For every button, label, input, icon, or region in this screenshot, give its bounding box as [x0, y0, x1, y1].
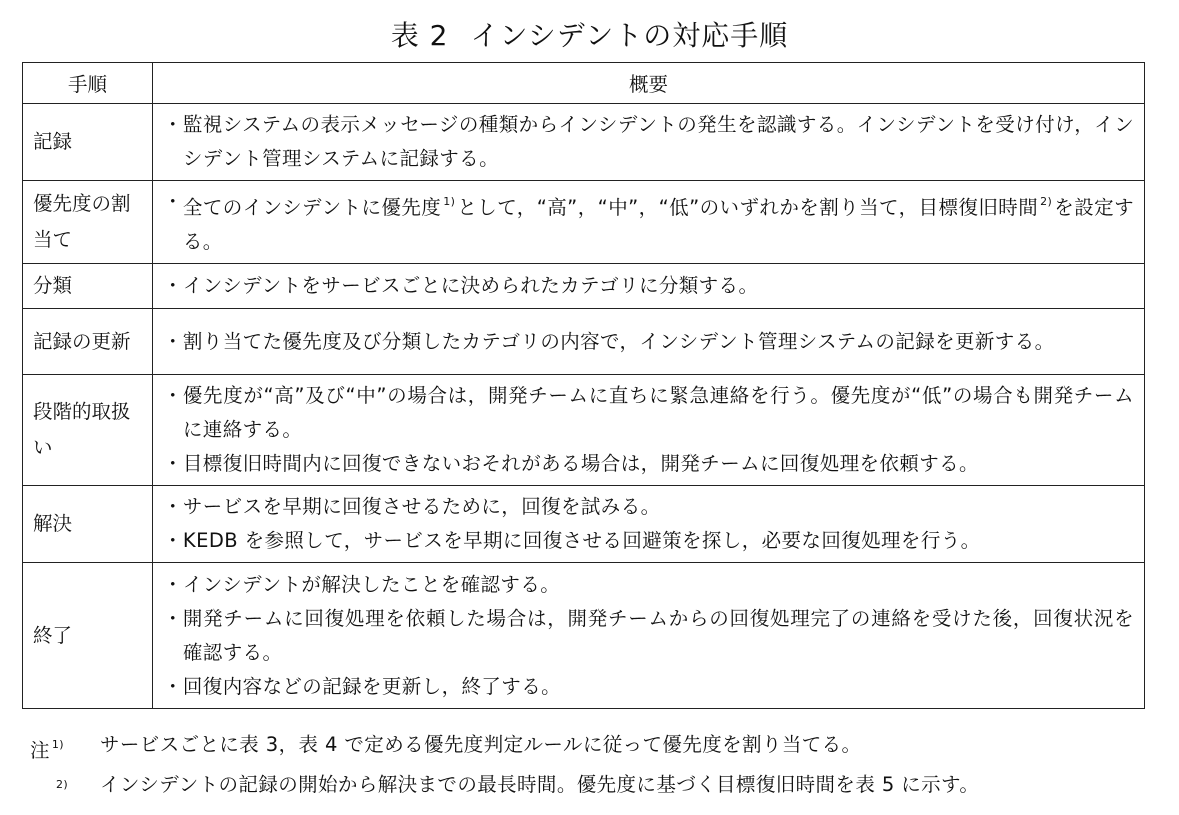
bullet-item: [163, 185, 1134, 259]
step-description: [153, 486, 1145, 563]
bullet-mark: ・: [163, 190, 183, 213]
step-description: [153, 104, 1145, 181]
step-name: 段階的取扱い: [23, 375, 153, 486]
footnote-ref: 2): [1040, 195, 1053, 208]
bullet-text: 全てのインシデントに優先度: [182, 196, 442, 219]
bullet-mark: ・: [163, 529, 183, 552]
header-step: 手順: [23, 63, 153, 104]
bullet-mark: ・: [163, 572, 183, 596]
table-row: [23, 181, 1145, 264]
footnote-ref: 1): [443, 195, 456, 208]
footnote-prefix: 注: [30, 739, 50, 762]
table-title: [0, 14, 1179, 54]
table-row: [23, 104, 1145, 181]
step-name: 優先度の割当て: [23, 181, 153, 264]
bullet-item: [163, 524, 1134, 558]
bullet-item: [163, 670, 1134, 704]
bullet-item: [163, 269, 1134, 303]
step-name: 記録: [23, 104, 153, 181]
bullet-text: 割り当てた優先度及び分類したカテゴリの内容で，インシデント管理システムの記録を更新する。: [182, 329, 1055, 353]
table-row: [23, 264, 1145, 309]
footnote-text-2: インシデントの記録の開始から解決までの最長時間。優先度に基づく目標復旧時間を表 5 に示す。: [100, 773, 980, 796]
footnote-mark-1: 1): [51, 738, 64, 751]
bullet-mark: ・: [163, 495, 183, 518]
step-name: 分類: [23, 264, 153, 309]
bullet-item: [163, 602, 1134, 670]
table-row: [23, 309, 1145, 375]
bullet-mark: ・: [163, 384, 183, 407]
bullet-text: として，“高”，“中”，“低”のいずれかを割り当て，目標復旧時間: [457, 196, 1039, 219]
footnote-2: [30, 768, 1150, 808]
bullet-text: インシデントをサービスごとに決められたカテゴリに分類する。: [182, 274, 759, 297]
table-row: [23, 375, 1145, 486]
step-name: 解決: [23, 486, 153, 563]
bullet-mark: ・: [163, 606, 183, 630]
bullet-mark: ・: [163, 113, 183, 136]
bullet-text: 優先度が“高”及び“中”の場合は，開発チームに直ちに緊急連絡を行う。優先度が“低”の場合も開発チームに連絡する。: [182, 384, 1134, 441]
step-name: 終了: [23, 563, 153, 709]
bullet-item: [163, 490, 1134, 524]
bullet-text: 開発チームに回復処理を依頼した場合は，開発チームからの回復処理完了の連絡を受けた後，回復状況を確認する。: [182, 606, 1134, 664]
bullet-text: 監視システムの表示メッセージの種類からインシデントの発生を認識する。インシデントを受け付け，インシデント管理システムに記録する。: [182, 113, 1134, 170]
bullet-item: [163, 379, 1134, 447]
step-description: [153, 563, 1145, 709]
bullet-item: [163, 108, 1134, 176]
step-description: [153, 181, 1145, 264]
bullet-text: 回復内容などの記録を更新し，終了する。: [182, 674, 562, 698]
bullet-item: [163, 568, 1134, 602]
footnotes: [30, 728, 1150, 808]
bullet-mark: ・: [163, 274, 183, 297]
bullet-mark: ・: [163, 329, 183, 353]
table-row: [23, 486, 1145, 563]
table-number: 表 2: [390, 19, 449, 52]
table-caption: インシデントの対応手順: [470, 19, 789, 52]
step-description: [153, 264, 1145, 309]
step-name: 記録の更新: [23, 309, 153, 375]
procedure-table: [22, 62, 1145, 709]
step-description: [153, 309, 1145, 375]
bullet-text: を設定する。: [182, 196, 1134, 253]
bullet-text: KEDB を参照して，サービスを早期に回復させる回避策を探し，必要な回復処理を行う。: [182, 529, 981, 552]
bullet-text: インシデントが解決したことを確認する。: [182, 572, 561, 596]
footnote-text-1: サービスごとに表 3，表 4 で定める優先度判定ルールに従って優先度を割り当てる。: [100, 733, 862, 756]
step-description: [153, 375, 1145, 486]
bullet-text: 目標復旧時間内に回復できないおそれがある場合は，開発チームに回復処理を依頼する。: [182, 452, 979, 475]
bullet-text: サービスを早期に回復させるために，回復を試みる。: [182, 495, 661, 518]
header-row: [23, 63, 1145, 104]
footnote-mark-2: 2): [56, 778, 69, 791]
footnote-1: [30, 728, 1150, 768]
bullet-mark: ・: [163, 674, 183, 698]
bullet-mark: ・: [163, 452, 183, 475]
header-summary: 概要: [153, 63, 1145, 104]
bullet-item: [163, 447, 1134, 481]
bullet-item: [163, 325, 1134, 359]
table-row: [23, 563, 1145, 709]
